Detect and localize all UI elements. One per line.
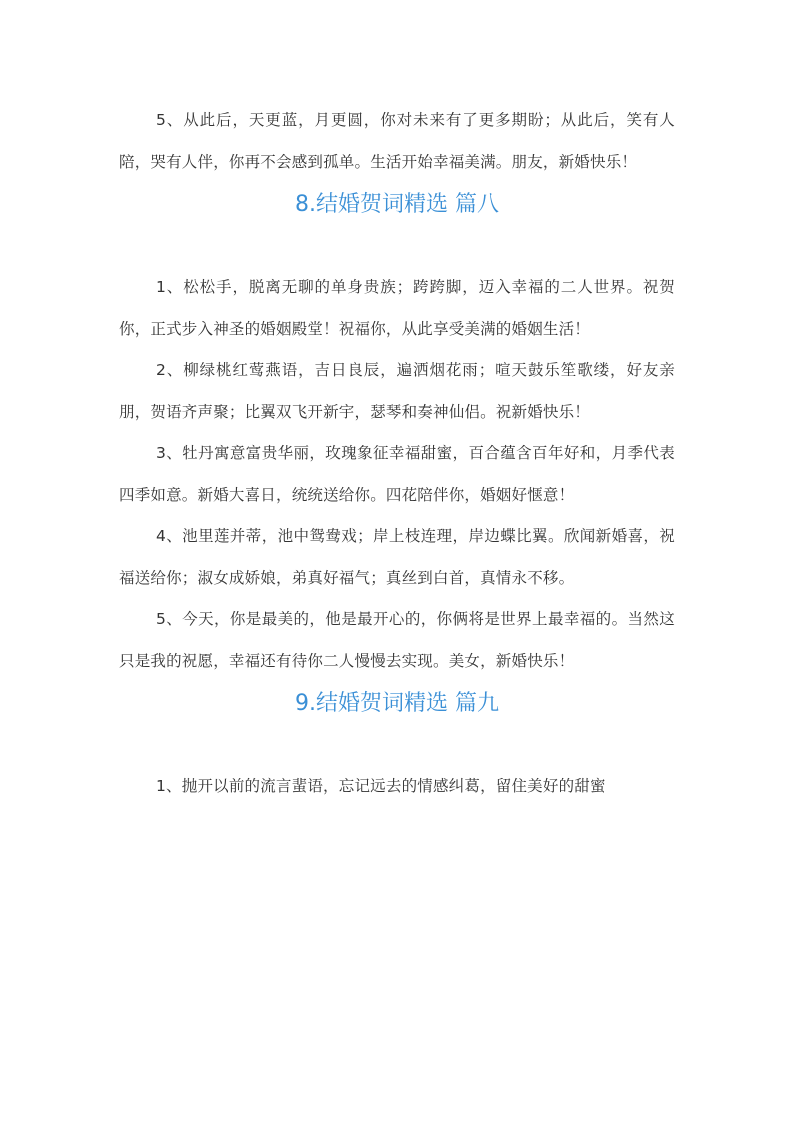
paragraph-8-2: 2、柳绿桃红莺燕语，吉日良辰，遍洒烟花雨；喧天鼓乐笙歌缕，好友亲朋，贺语齐声聚；比翼双飞开新宇，瑟琴和奏神仙侣。祝新婚快乐！ [119, 361, 675, 421]
paragraph-7-5: 5、从此后，天更蓝，月更圆，你对未来有了更多期盼；从此后，笑有人陪，哭有人伴，你再不会感到孤单。生活开始幸福美满。朋友，新婚快乐！ [119, 111, 675, 171]
paragraph-8-1: 1、松松手，脱离无聊的单身贵族；跨跨脚，迈入幸福的二人世界。祝贺你，正式步入神圣的婚姻殿堂！祝福你，从此享受美满的婚姻生活！ [119, 278, 675, 338]
section-heading-9: 9.结婚贺词精选 篇九 [295, 691, 499, 716]
paragraph-8-3: 3、牡丹寓意富贵华丽，玫瑰象征幸福甜蜜，百合蕴含百年好和，月季代表四季如意。新婚大喜日，统统送给你。四花陪伴你，婚姻好惬意！ [119, 444, 675, 504]
document-content [119, 100, 675, 808]
paragraph-8-5: 5、今天，你是最美的，他是最开心的，你俩将是世界上最幸福的。当然这只是我的祝愿，幸福还有待你二人慢慢去实现。美女，新婚快乐！ [119, 610, 675, 670]
paragraph-9-1: 1、抛开以前的流言蜚语，忘记远去的情感纠葛，留住美好的甜蜜 [156, 777, 606, 795]
paragraph-8-4: 4、池里莲并蒂，池中鸳鸯戏；岸上枝连理，岸边蝶比翼。欣闻新婚喜，祝福送给你；淑女成娇娘，弟真好福气；真丝到白首，真情永不移。 [119, 527, 675, 587]
section-heading-8: 8.结婚贺词精选 篇八 [295, 192, 499, 217]
